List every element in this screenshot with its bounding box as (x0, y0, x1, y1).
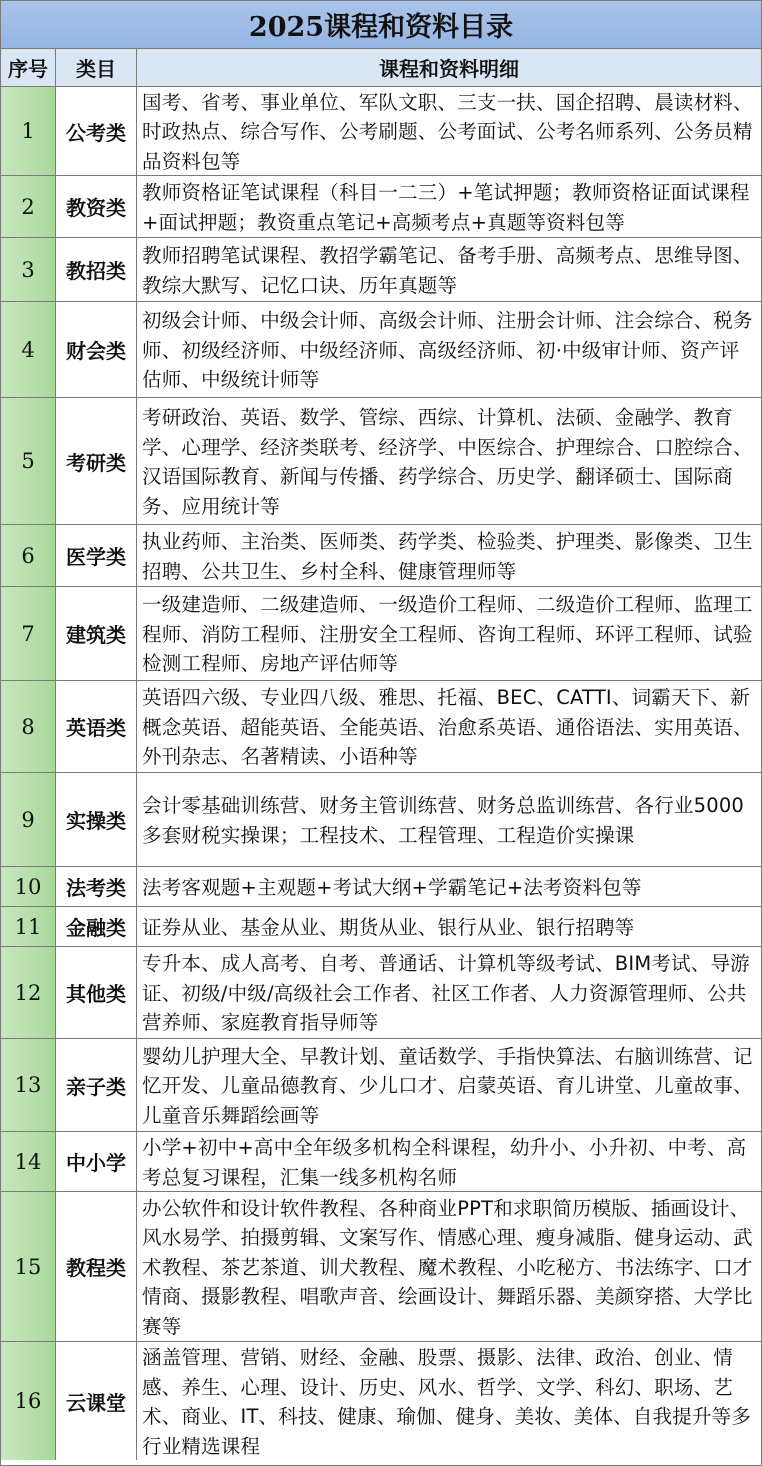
row-index: 12 (1, 947, 56, 1038)
row-category: 教招类 (56, 238, 137, 301)
row-details: 初级会计师、中级会计师、高级会计师、注册会计师、注会综合、税务师、初级经济师、中级经济师、高级经济师、初·中级审计师、资产评估师、中级统计师等 (142, 309, 753, 392)
row-index: 14 (1, 1132, 56, 1191)
row-category: 金融类 (56, 907, 137, 946)
row-details-cell (137, 1192, 761, 1341)
table-row (1, 302, 761, 398)
row-category: 公考类 (56, 87, 137, 175)
table-row (1, 525, 761, 587)
row-category: 财会类 (56, 302, 137, 397)
row-category: 医学类 (56, 525, 137, 586)
row-category: 建筑类 (56, 587, 137, 680)
row-details-cell (137, 947, 761, 1038)
table-row (1, 681, 761, 773)
row-index: 7 (1, 587, 56, 680)
row-index: 3 (1, 238, 56, 301)
row-category: 中小学 (56, 1132, 137, 1191)
row-details: 会计零基础训练营、财务主管训练营、财务总监训练营、各行业5000多套财税实操课；工程技术、工程管理、工程造价实操课 (142, 794, 745, 847)
table-row (1, 907, 761, 947)
row-details: 执业药师、主治类、医师类、药学类、检验类、护理类、影像类、卫生招聘、公共卫生、乡村全科、健康管理师等 (142, 530, 753, 583)
table-row (1, 587, 761, 681)
row-details: 英语四六级、专业四八级、雅思、托福、BEC、CATTI、词霸天下、新概念英语、超能英语、全能英语、治愈系英语、通俗语法、实用英语、外刊杂志、名著精读、小语种等 (142, 686, 753, 769)
row-index: 15 (1, 1192, 56, 1341)
row-index: 2 (1, 176, 56, 237)
table-title: 2025课程和资料目录 (1, 1, 761, 49)
row-details-cell (137, 398, 761, 524)
row-index: 6 (1, 525, 56, 586)
row-details: 法考客观题+主观题+考试大纲+学霸笔记+法考资料包等 (142, 875, 642, 899)
row-details-cell (137, 238, 761, 301)
table-row (1, 176, 761, 238)
table-row (1, 1192, 761, 1342)
row-category: 实操类 (56, 773, 137, 866)
row-details: 教师资格证笔试课程（科目一二三）+笔试押题；教师资格证面试课程+面试押题；教资重点笔记+高频考点+真题等资料包等 (142, 181, 750, 234)
row-details: 办公软件和设计软件教程、各种商业PPT和求职简历模版、插画设计、风水易学、拍摄剪辑、文案写作、情感心理、瘦身减脂、健身运动、武术教程、茶艺茶道、训犬教程、魔术教程、小吃秘方、书法练字、口才情商、摄影教程、唱歌声音、绘画设计、舞蹈乐器、美颜穿搭、大学比赛等 (142, 1196, 753, 1338)
row-details-cell (137, 587, 761, 680)
row-details: 教师招聘笔试课程、教招学霸笔记、备考手册、高频考点、思维导图、教综大默写、记忆口诀、历年真题等 (142, 244, 753, 297)
table-row (1, 773, 761, 867)
row-details: 小学+初中+高中全年级多机构全科课程，幼升小、小升初、中考、高考总复习课程，汇集一线多机构名师 (142, 1136, 747, 1189)
row-details-cell (137, 302, 761, 397)
row-index: 11 (1, 907, 56, 946)
header-index: 序号 (1, 49, 56, 87)
table-row (1, 87, 761, 176)
row-index: 4 (1, 302, 56, 397)
row-category: 亲子类 (56, 1039, 137, 1131)
row-category: 教资类 (56, 176, 137, 237)
row-details: 婴幼儿护理大全、早教计划、童话数学、手指快算法、右脑训练营、记忆开发、儿童品德教育、少儿口才、启蒙英语、育儿讲堂、儿童故事、儿童音乐舞蹈绘画等 (142, 1044, 753, 1127)
row-index: 5 (1, 398, 56, 524)
table-row (1, 947, 761, 1039)
row-details-cell (137, 1342, 761, 1460)
row-index: 8 (1, 681, 56, 772)
row-details: 考研政治、英语、数学、管综、西综、计算机、法硕、金融学、教育学、心理学、经济类联考、经济学、中医综合、护理综合、口腔综合、汉语国际教育、新闻与传播、药学综合、历史学、翻译硕士、国际商务、应用统计等 (142, 406, 753, 518)
table-row (1, 1039, 761, 1132)
row-details-cell (137, 681, 761, 772)
row-details-cell (137, 176, 761, 237)
row-details-cell (137, 867, 761, 906)
header-category: 类目 (56, 49, 137, 87)
row-details: 涵盖管理、营销、财经、金融、股票、摄影、法律、政治、创业、情感、养生、心理、设计、历史、风水、哲学、文学、科幻、职场、艺术、商业、IT、科技、健康、瑜伽、健身、美妆、美体、自我提升等多行业精选课程 (142, 1346, 752, 1458)
table-row (1, 398, 761, 525)
row-index: 16 (1, 1342, 56, 1460)
row-details: 证券从业、基金从业、期货从业、银行从业、银行招聘等 (142, 915, 635, 939)
row-index: 13 (1, 1039, 56, 1131)
table-row (1, 1132, 761, 1192)
table-row (1, 867, 761, 907)
table-row (1, 1342, 761, 1460)
row-details-cell (137, 907, 761, 946)
row-details-cell (137, 773, 761, 866)
table-row (1, 238, 761, 302)
row-index: 1 (1, 87, 56, 175)
row-details-cell (137, 87, 761, 175)
row-details: 专升本、成人高考、自考、普通话、计算机等级考试、BIM考试、导游证、初级/中级/高级社会工作者、社区工作者、人力资源管理师、公共营养师、家庭教育指导师等 (142, 952, 750, 1035)
row-category: 考研类 (56, 398, 137, 524)
row-category: 其他类 (56, 947, 137, 1038)
row-details: 国考、省考、事业单位、军队文职、三支一扶、国企招聘、晨读材料、时政热点、综合写作、公考刷题、公考面试、公考名师系列、公务员精品资料包等 (142, 90, 753, 173)
row-details-cell (137, 1132, 761, 1191)
row-details-cell (137, 525, 761, 586)
row-index: 10 (1, 867, 56, 906)
row-index: 9 (1, 773, 56, 866)
header-details: 课程和资料明细 (137, 49, 761, 87)
row-category: 云课堂 (56, 1342, 137, 1460)
row-details-cell (137, 1039, 761, 1131)
row-details: 一级建造师、二级建造师、一级造价工程师、二级造价工程师、监理工程师、消防工程师、注册安全工程师、咨询工程师、环评工程师、试验检测工程师、房地产评估师等 (142, 593, 753, 676)
row-category: 英语类 (56, 681, 137, 772)
row-category: 法考类 (56, 867, 137, 906)
row-category: 教程类 (56, 1192, 137, 1341)
